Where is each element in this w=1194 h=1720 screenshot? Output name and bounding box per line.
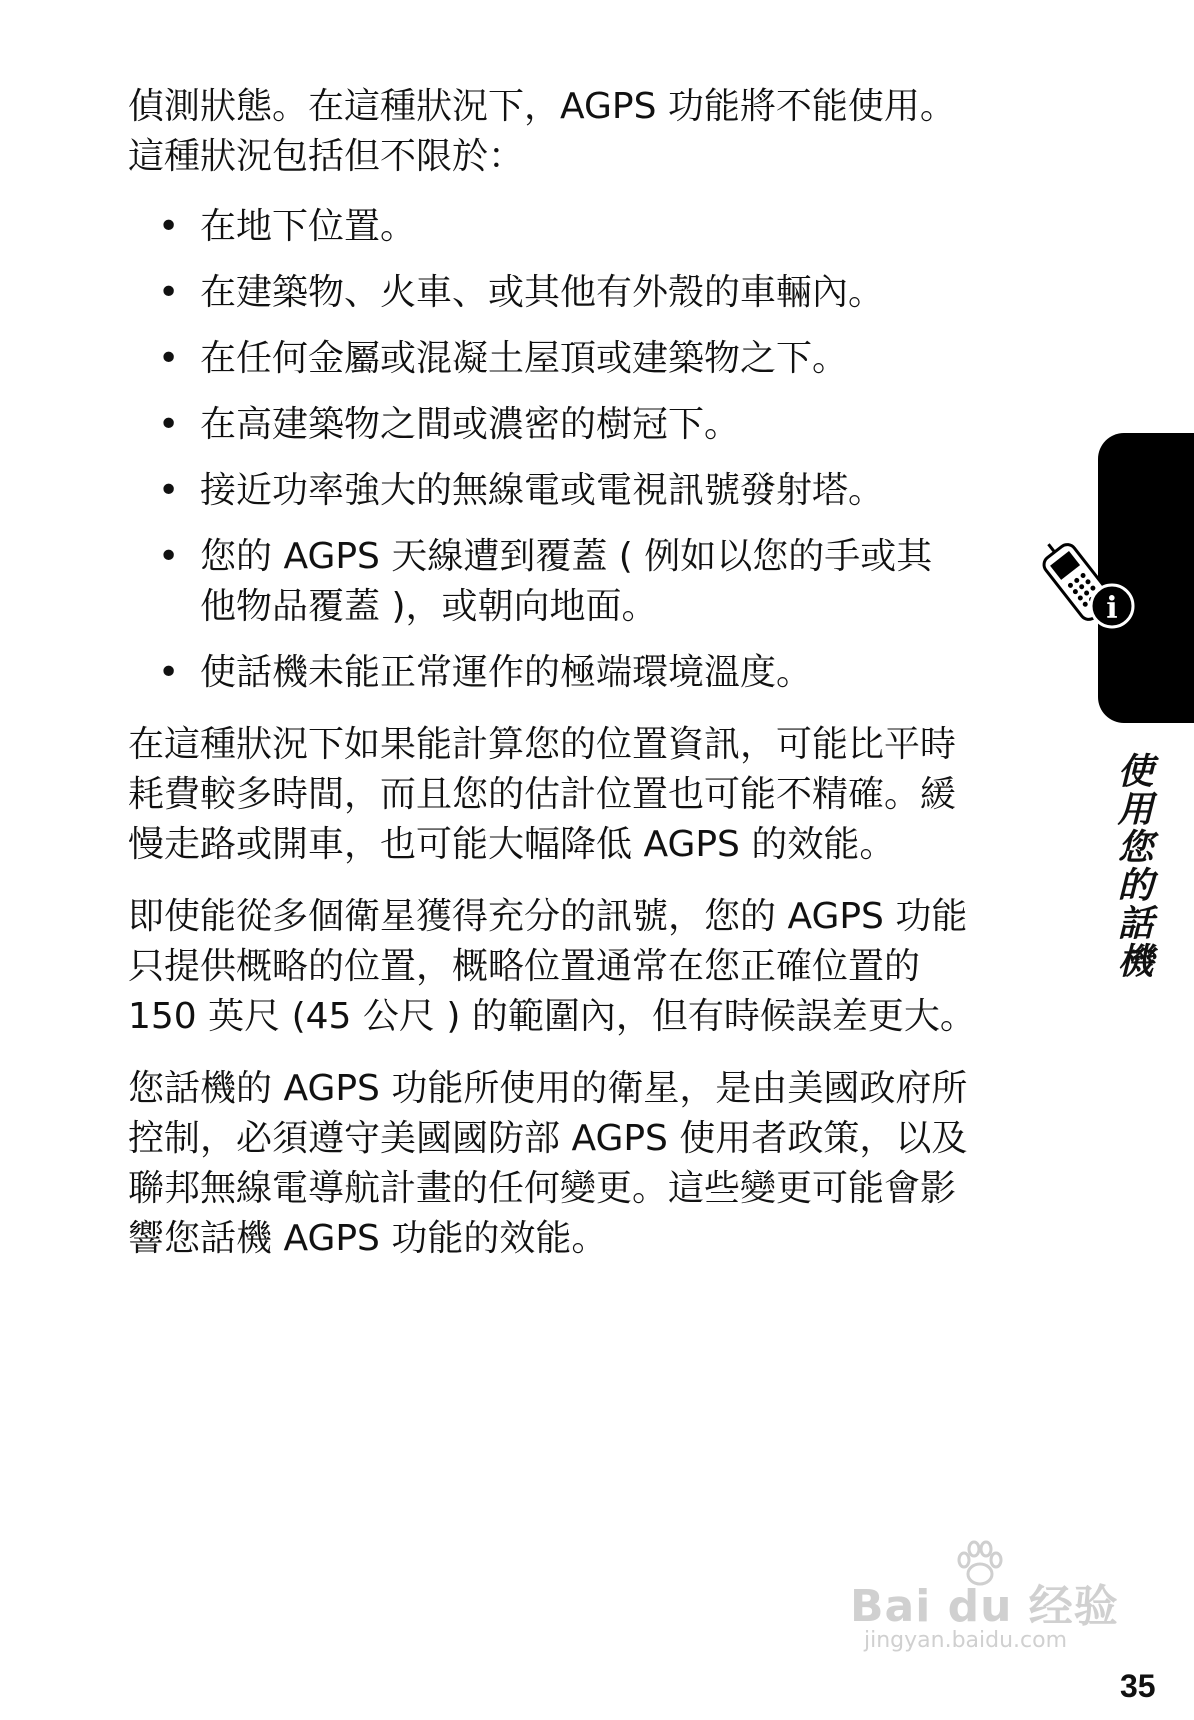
watermark-url: jingyan.baidu.com: [864, 1628, 1068, 1653]
body-text: [128, 82, 1058, 1264]
bullet-icon: •: [158, 470, 180, 511]
list-item-text-line-2: 他物品覆蓋 )，或朝向地面。: [200, 586, 658, 627]
paragraph-accuracy: [128, 892, 1058, 1042]
bullet-icon: •: [158, 272, 180, 313]
condition-list: [128, 202, 1058, 698]
paragraph-line: 慢走路或開車，也可能大幅降低 AGPS 的效能。: [128, 824, 896, 865]
paragraph-line: 控制，必須遵守美國國防部 AGPS 使用者政策，以及: [128, 1118, 968, 1159]
svg-text:i: i: [1106, 591, 1118, 626]
paragraph-line: 響您話機 AGPS 功能的效能。: [128, 1218, 608, 1259]
list-item-text: 在高建築物之間或濃密的樹冠下。: [200, 404, 741, 445]
list-item: [128, 648, 1058, 698]
bullet-icon: •: [158, 536, 180, 577]
chapter-label: 使用您的話機: [1112, 752, 1153, 980]
paragraph-line: 耗費較多時間，而且您的估計位置也可能不精確。緩: [128, 774, 957, 815]
list-item-text: 在地下位置。: [200, 206, 417, 247]
baidu-watermark: [850, 1540, 1130, 1660]
list-item: [128, 334, 1058, 384]
paragraph-computation-time: [128, 720, 1058, 870]
list-item: [128, 268, 1058, 318]
bullet-icon: •: [158, 404, 180, 445]
bullet-icon: •: [158, 652, 180, 693]
list-item: [128, 202, 1058, 252]
paragraph-line: 只提供概略的位置，概略位置通常在您正確位置的: [128, 946, 921, 987]
intro-line-2: 這種狀況包括但不限於：: [128, 136, 525, 177]
intro-line-1: 偵測狀態。在這種狀況下，AGPS 功能將不能使用。: [128, 86, 956, 127]
list-item-text: 在任何金屬或混凝土屋頂或建築物之下。: [200, 338, 849, 379]
paragraph-line: 150 英尺 (45 公尺 ) 的範圍內，但有時候誤差更大。: [128, 996, 976, 1037]
list-item-text-line-1: 您的 AGPS 天線遭到覆蓋 ( 例如以您的手或其: [200, 536, 933, 577]
phone-info-icon: [1030, 530, 1138, 638]
page-number: 35: [1120, 1668, 1156, 1704]
list-item: [128, 400, 1058, 450]
list-item: [128, 532, 1058, 632]
list-item: [128, 466, 1058, 516]
list-item-text: 在建築物、火車、或其他有外殼的車輛內。: [200, 272, 885, 313]
bullet-icon: •: [158, 338, 180, 379]
list-item-text: 接近功率強大的無線電或電視訊號發射塔。: [200, 470, 885, 511]
paragraph-line: 您話機的 AGPS 功能所使用的衛星，是由美國政府所: [128, 1068, 968, 1109]
paragraph-line: 即使能從多個衛星獲得充分的訊號，您的 AGPS 功能: [128, 896, 968, 937]
paragraph-line: 在這種狀況下如果能計算您的位置資訊，可能比平時: [128, 724, 957, 765]
paragraph-satellite-control: [128, 1064, 1058, 1264]
watermark-brand: Bai du 经验: [850, 1581, 1119, 1632]
bullet-icon: •: [158, 206, 180, 247]
paragraph-line: 聯邦無線電導航計畫的任何變更。這些變更可能會影: [128, 1168, 957, 1209]
list-item-text: 使話機未能正常運作的極端環境溫度。: [200, 652, 813, 693]
intro-paragraph: [128, 82, 1058, 182]
